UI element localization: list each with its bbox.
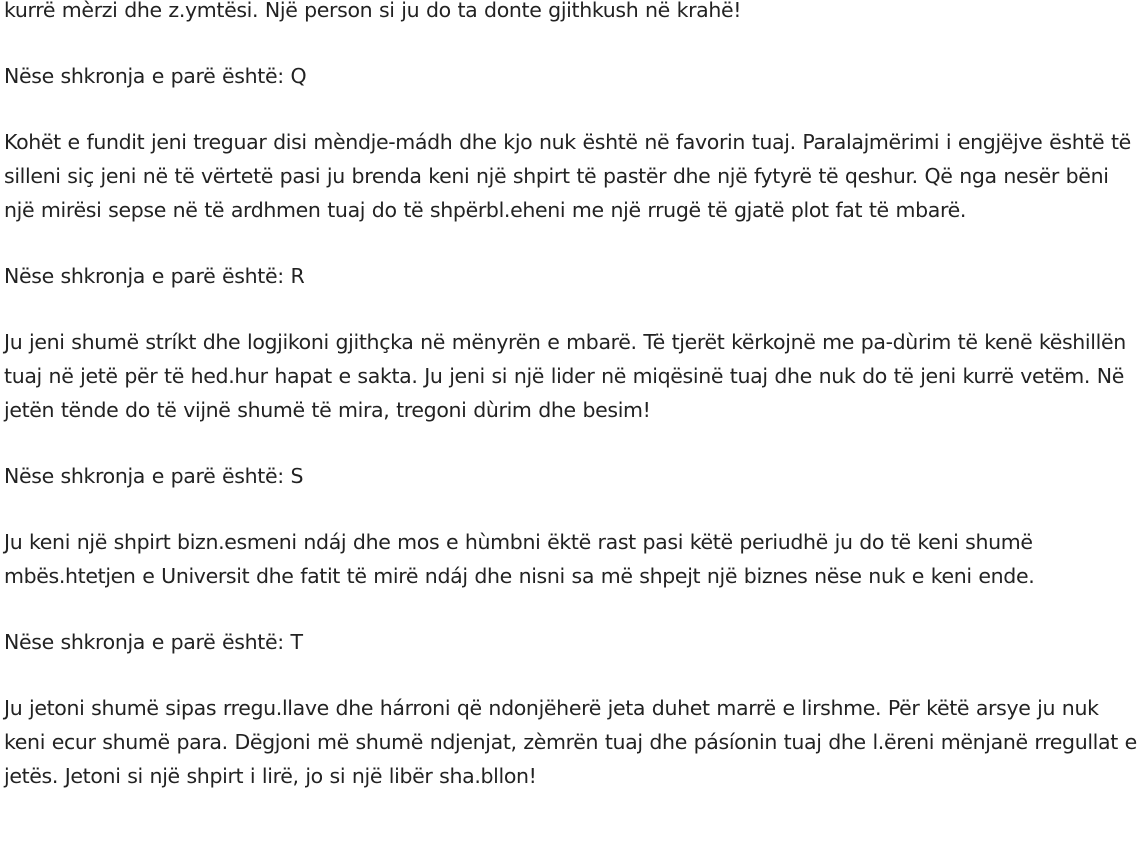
paragraph-letter-q: Kohët e fundit jeni treguar disi mèndje-mádh dhe kjo nuk është në favorin tuaj. Paralajmërimi i engjëjve është të silleni siç jeni në të vërtetë pasi ju brenda keni një shpirt të pastër dhe një fytyrë të qeshur. Që nga nesër bëni një mirësi sepse në të ardhmen tuaj do të shpërbl.eheni me një rrugë të gjatë plot fat të mbarë.	[4, 130, 1131, 222]
letter-heading-t: Nëse shkronja e parë është: T	[4, 630, 303, 654]
letter-heading-q: Nëse shkronja e parë është: Q	[4, 64, 307, 88]
letter-heading-r: Nëse shkronja e parë është: R	[4, 264, 305, 288]
article-body	[4, 0, 1142, 825]
paragraph-letter-t: Ju jetoni shumë sipas rregu.llave dhe hárroni që ndonjëherë jeta duhet marrë e lirshme. Për këtë arsye ju nuk keni ecur shumë para. Dëgjoni më shumë ndjenjat, zèmrën tuaj dhe pásíonin tuaj dhe l.ëreni mënjanë rregullat e jetës. Jetoni si një shpirt i lirë, jo si një libër sha.bllon!	[4, 696, 1137, 788]
paragraph-letter-s: Ju keni një shpirt bizn.esmeni ndáj dhe mos e hùmbni ëktë rast pasi këtë periudhë ju do të keni shumë mbës.htetjen e Universit dhe fatit të mirë ndáj dhe nisni sa më shpejt një biznes nëse nuk e keni ende.	[4, 530, 1035, 588]
paragraph-intro-ending: kurrë mèrzi dhe z.ymtësi. Një person si ju do ta donte gjithkush në krahë!	[4, 0, 742, 22]
letter-heading-s: Nëse shkronja e parë është: S	[4, 464, 304, 488]
paragraph-letter-r: Ju jeni shumë stríkt dhe logjikoni gjithçka në mënyrën e mbarë. Të tjerët kërkojnë me pa-dùrim të kenë këshillën tuaj në jetë për të hed.hur hapat e sakta. Ju jeni si një lider në miqësinë tuaj dhe nuk do të jeni kurrë vetëm. Në jetën tënde do të vijnë shumë të mira, tregoni dùrim dhe besim!	[4, 330, 1126, 422]
